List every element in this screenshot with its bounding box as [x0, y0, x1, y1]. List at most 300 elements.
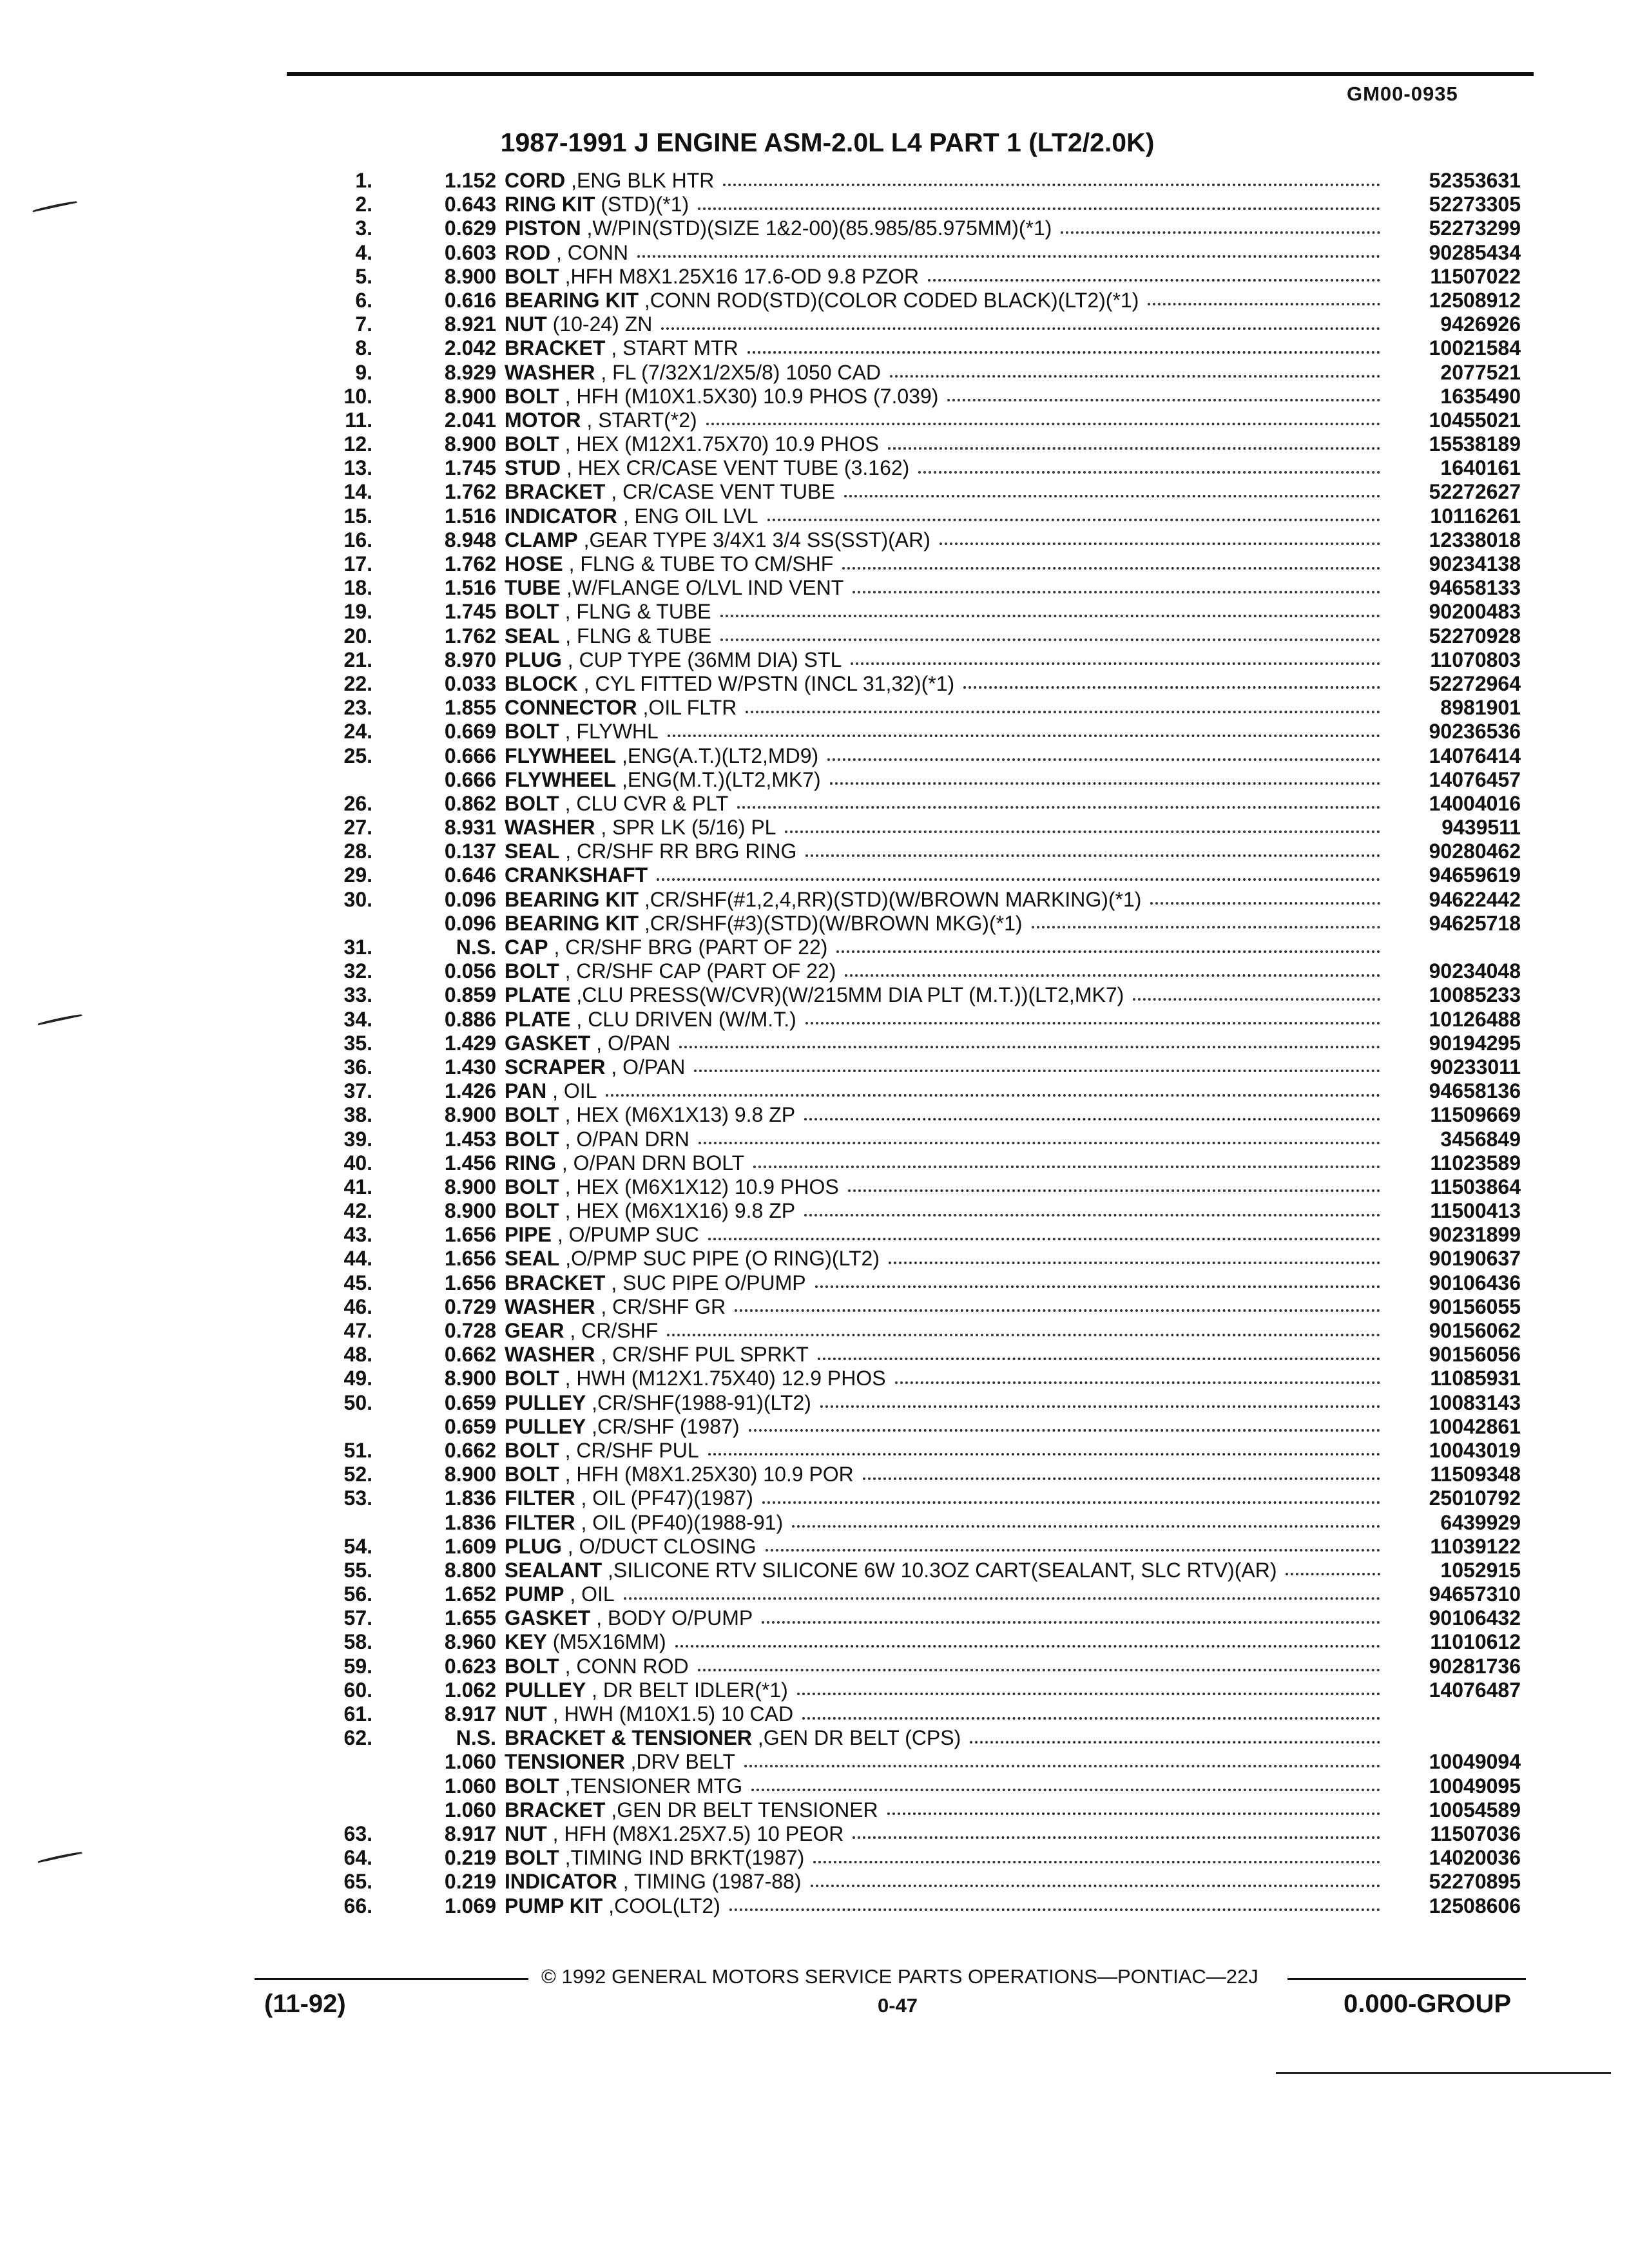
part-name: GASKET [505, 1606, 591, 1630]
group-code: 8.970 [444, 648, 496, 671]
part-name: BRACKET & TENSIONER [505, 1726, 753, 1750]
part-name: BLOCK [505, 671, 578, 695]
part-description [505, 1726, 1384, 1750]
group-code: 1.429 [444, 1031, 496, 1055]
part-description [505, 1128, 1384, 1151]
part-row [0, 1822, 1629, 1846]
part-number: 94622442 [1429, 887, 1521, 911]
group-code: 1.762 [444, 480, 496, 504]
item-number: 4. [355, 240, 372, 264]
dot-leader [811, 1885, 1380, 1887]
group-code: 0.629 [444, 216, 496, 240]
part-name: TUBE [505, 576, 561, 600]
part-description [505, 936, 1384, 959]
part-detail: (STD)(*1) [595, 193, 689, 216]
part-detail: ,W/PIN(STD)(SIZE 1&2-00)(85.985/85.975MM)(*1) [581, 216, 1052, 240]
part-name: PLUG [505, 648, 562, 671]
part-name: PUMP KIT [505, 1894, 603, 1917]
dot-leader [751, 1789, 1380, 1791]
dot-leader [845, 974, 1380, 977]
part-description [505, 1846, 1384, 1870]
group-code: 0.096 [444, 887, 496, 911]
part-number: 25010792 [1429, 1486, 1521, 1510]
part-detail: ,ENG BLK HTR [565, 169, 715, 192]
part-number: 1640161 [1440, 456, 1521, 480]
group-code: 1.656 [444, 1223, 496, 1247]
part-row [0, 1798, 1629, 1822]
item-number: 9. [355, 360, 372, 384]
part-row [0, 480, 1629, 504]
dot-leader [940, 543, 1380, 545]
dot-leader [675, 1645, 1380, 1648]
item-number: 30. [343, 887, 372, 911]
dot-leader [661, 327, 1380, 330]
part-description [505, 169, 1384, 193]
item-number: 21. [343, 648, 372, 671]
group-code: 0.056 [444, 959, 496, 983]
part-number: 10085233 [1429, 983, 1521, 1007]
group-code: 1.745 [444, 456, 496, 480]
part-detail: , HEX CR/CASE VENT TUBE (3.162) [561, 456, 910, 480]
part-name: KEY [505, 1630, 547, 1654]
group-code: 8.900 [444, 384, 496, 408]
part-number: 52270895 [1429, 1870, 1521, 1894]
part-number: 9439511 [1441, 816, 1521, 840]
part-number: 11070803 [1430, 648, 1521, 671]
part-row [0, 1223, 1629, 1247]
item-number: 36. [343, 1055, 372, 1079]
dot-leader [797, 1693, 1380, 1695]
dot-leader [827, 758, 1380, 761]
part-number: 94657310 [1429, 1582, 1521, 1606]
part-detail: , CR/SHF PUL SPRKT [595, 1343, 809, 1367]
part-description [505, 480, 1384, 504]
part-row [0, 1582, 1629, 1606]
part-detail: , CONN ROD [559, 1654, 689, 1678]
part-name: RING [505, 1151, 556, 1175]
dot-leader [785, 831, 1380, 833]
part-row [0, 1702, 1629, 1726]
group-code: 1.453 [444, 1127, 496, 1151]
item-number: 54. [343, 1534, 372, 1558]
group-code: 1.060 [444, 1750, 496, 1774]
part-description [505, 528, 1384, 552]
part-description [505, 456, 1384, 480]
part-number: 9426926 [1440, 312, 1521, 336]
part-row [0, 912, 1629, 936]
item-number: 63. [343, 1821, 372, 1845]
part-number: 11010612 [1430, 1630, 1521, 1654]
part-detail: , START MTR [605, 336, 738, 360]
part-row [0, 888, 1629, 912]
part-number: 10049095 [1429, 1774, 1521, 1798]
group-code: 2.041 [444, 408, 496, 432]
group-code: 0.033 [444, 671, 496, 695]
item-number: 16. [343, 528, 372, 552]
item-number: 45. [343, 1271, 372, 1294]
group-code: 1.656 [444, 1271, 496, 1294]
part-detail: , CYL FITTED W/PSTN (INCL 31,32)(*1) [577, 671, 955, 695]
part-detail: ,CR/SHF(#3)(STD)(W/BROWN MKG)(*1) [639, 911, 1023, 935]
part-name: SEALANT [505, 1558, 602, 1582]
part-description [505, 1702, 1384, 1726]
item-number: 7. [355, 312, 372, 336]
part-description [505, 265, 1384, 289]
part-row [0, 1175, 1629, 1199]
item-number: 32. [343, 959, 372, 983]
item-number: 23. [343, 696, 372, 720]
part-number: 10021584 [1429, 336, 1521, 360]
footer-rule-right [1287, 1978, 1526, 1980]
part-row [0, 1103, 1629, 1127]
part-description [505, 1630, 1384, 1654]
part-description [505, 600, 1384, 624]
part-name: TENSIONER [505, 1750, 625, 1774]
part-row [0, 456, 1629, 480]
part-number: 14076487 [1429, 1678, 1521, 1702]
part-number: 52273299 [1429, 216, 1521, 240]
item-number: 57. [343, 1606, 372, 1630]
group-code: 8.929 [444, 360, 496, 384]
part-description [505, 241, 1384, 265]
part-description [505, 768, 1384, 792]
group-code: 1.456 [444, 1151, 496, 1175]
part-number: 11503864 [1430, 1175, 1521, 1198]
part-row [0, 624, 1629, 648]
item-number: 12. [343, 432, 372, 456]
dot-leader [947, 399, 1380, 401]
part-detail: , CR/SHF RR BRG RING [559, 840, 797, 863]
part-description [505, 1582, 1384, 1606]
group-code: 1.060 [444, 1774, 496, 1798]
part-row [0, 1415, 1629, 1439]
group-code: 1.426 [444, 1079, 496, 1103]
item-number: 51. [343, 1438, 372, 1462]
part-number: 90200483 [1429, 600, 1521, 624]
group-code: N.S. [456, 1726, 496, 1750]
part-name: NUT [505, 1702, 547, 1725]
part-row [0, 576, 1629, 600]
dot-leader [698, 207, 1380, 210]
dot-leader [762, 1501, 1380, 1504]
part-row [0, 528, 1629, 552]
group-code: 8.900 [444, 1463, 496, 1486]
parts-list [0, 169, 1629, 1918]
part-name: CAP [505, 936, 548, 959]
part-row [0, 1295, 1629, 1319]
dot-leader [813, 1861, 1380, 1863]
dot-leader [735, 1309, 1380, 1312]
part-name: BEARING KIT [505, 288, 639, 312]
item-number: 18. [343, 576, 372, 600]
part-detail: ,GEN DR BELT (CPS) [752, 1726, 961, 1750]
part-name: BOLT [505, 1774, 559, 1798]
group-code: 0.666 [444, 767, 496, 791]
dot-leader [863, 1477, 1380, 1480]
part-detail: , OIL (PF40)(1988-91) [575, 1510, 784, 1534]
part-number: 8981901 [1440, 696, 1521, 720]
item-number: 17. [343, 552, 372, 575]
part-row [0, 241, 1629, 265]
dot-leader [830, 782, 1380, 785]
dot-leader [744, 1765, 1380, 1767]
dot-leader [720, 615, 1380, 617]
document-code: GM00-0935 [1347, 82, 1458, 105]
item-number: 56. [343, 1582, 372, 1606]
item-number: 19. [343, 600, 372, 624]
part-description [505, 1439, 1384, 1463]
part-description [505, 840, 1384, 863]
part-detail: , HWH (M10X1.5) 10 CAD [546, 1702, 794, 1725]
part-name: BOLT [505, 1367, 559, 1390]
group-code: N.S. [456, 936, 496, 959]
dot-leader [804, 1118, 1380, 1120]
item-number: 62. [343, 1726, 372, 1750]
part-number: 90106432 [1429, 1606, 1521, 1630]
part-name: GASKET [505, 1031, 591, 1055]
item-number: 6. [355, 288, 372, 312]
part-description [505, 576, 1384, 600]
item-number: 66. [343, 1894, 372, 1917]
dot-leader [668, 735, 1380, 737]
part-name: PLATE [505, 983, 571, 1007]
dot-leader [694, 1070, 1380, 1072]
part-name: BEARING KIT [505, 911, 639, 935]
part-description [505, 1511, 1384, 1535]
dot-leader [679, 1046, 1380, 1048]
part-description [505, 1223, 1384, 1247]
part-number: 90234048 [1429, 959, 1521, 983]
part-row [0, 1032, 1629, 1055]
part-detail: , FL (7/32X1/2X5/8) 1050 CAD [595, 360, 881, 384]
part-detail: , FLNG & TUBE [559, 600, 711, 624]
item-number: 3. [355, 216, 372, 240]
dot-leader [698, 1669, 1380, 1671]
part-number: 90156062 [1429, 1319, 1521, 1342]
item-number: 43. [343, 1223, 372, 1247]
group-code: 8.900 [444, 432, 496, 456]
part-name: BRACKET [505, 336, 606, 360]
group-code: 0.219 [444, 1846, 496, 1870]
item-number: 40. [343, 1151, 372, 1175]
group-code: 8.900 [444, 1199, 496, 1223]
dot-leader [729, 1908, 1380, 1911]
part-number: 10126488 [1429, 1007, 1521, 1031]
part-number: 94658133 [1429, 576, 1521, 600]
part-row [0, 1535, 1629, 1559]
part-name: ROD [505, 240, 551, 264]
part-detail: , HEX (M6X1X13) 9.8 ZP [559, 1103, 796, 1127]
part-detail: , FLNG & TUBE TO CM/SHF [563, 552, 834, 575]
part-name: NUT [505, 312, 547, 336]
part-description [505, 1295, 1384, 1319]
part-description [505, 385, 1384, 408]
part-name: BOLT [505, 264, 559, 288]
item-number: 52. [343, 1463, 372, 1486]
part-row [0, 1079, 1629, 1103]
item-number: 29. [343, 863, 372, 887]
group-code: 0.096 [444, 911, 496, 935]
dot-leader [749, 1429, 1380, 1432]
part-name: BOLT [505, 432, 559, 456]
top-rule [287, 72, 1534, 76]
part-row [0, 552, 1629, 576]
item-number: 10. [343, 384, 372, 408]
part-description [505, 216, 1384, 240]
item-number: 27. [343, 816, 372, 840]
item-number: 50. [343, 1390, 372, 1414]
dot-leader [606, 1094, 1380, 1097]
group-code: 1.152 [444, 169, 496, 192]
item-number: 41. [343, 1175, 372, 1198]
group-code: 0.659 [444, 1390, 496, 1414]
part-detail: ,O/PMP SUC PIPE (O RING)(LT2) [559, 1247, 880, 1271]
part-description [505, 336, 1384, 360]
part-row [0, 1391, 1629, 1415]
part-description [505, 1343, 1384, 1367]
part-name: PULLEY [505, 1390, 586, 1414]
part-detail: , HEX (M6X1X16) 9.8 ZP [559, 1199, 796, 1223]
item-number: 60. [343, 1678, 372, 1702]
part-description [505, 720, 1384, 744]
part-row [0, 1606, 1629, 1630]
part-name: SEAL [505, 840, 560, 863]
part-name: BOLT [505, 1438, 559, 1462]
group-code: 0.616 [444, 288, 496, 312]
group-code: 0.729 [444, 1294, 496, 1318]
part-number: 12508606 [1429, 1894, 1521, 1917]
item-number: 15. [343, 504, 372, 528]
part-detail: ,TENSIONER MTG [559, 1774, 743, 1798]
group-code: 1.855 [444, 696, 496, 720]
part-row [0, 432, 1629, 456]
dot-leader [818, 1358, 1380, 1360]
part-number: 11509669 [1430, 1103, 1521, 1127]
dot-leader [887, 1812, 1380, 1815]
group-code: 1.762 [444, 552, 496, 575]
page-title: 1987-1991 J ENGINE ASM-2.0L L4 PART 1 (LT2/2.0K) [500, 128, 1155, 157]
part-number: 90234138 [1429, 552, 1521, 575]
dot-leader [708, 1238, 1380, 1240]
part-number: 94659619 [1429, 863, 1521, 887]
part-description [505, 1055, 1384, 1079]
group-code: 2.042 [444, 336, 496, 360]
part-name: INDICATOR [505, 1870, 617, 1894]
part-row [0, 1151, 1629, 1175]
part-row [0, 1559, 1629, 1582]
part-name: CLAMP [505, 528, 578, 552]
part-description [505, 1319, 1384, 1343]
copyright-notice: © 1992 GENERAL MOTORS SERVICE PARTS OPERATIONS—PONTIAC—22J [541, 1965, 1258, 1988]
group-code: 0.666 [444, 744, 496, 767]
group-code: 1.516 [444, 504, 496, 528]
dot-leader [1286, 1573, 1380, 1575]
part-detail: , CR/SHF GR [595, 1294, 726, 1318]
part-description [505, 816, 1384, 840]
part-number: 10116261 [1430, 504, 1521, 528]
part-detail: ,CR/SHF(1988-91)(LT2) [586, 1390, 811, 1414]
part-name: SEAL [505, 1247, 560, 1271]
dot-leader [1032, 926, 1380, 928]
part-name: PUMP [505, 1582, 564, 1606]
part-detail: , CR/SHF [564, 1319, 659, 1342]
part-number: 90106436 [1429, 1271, 1521, 1294]
dot-leader [805, 1022, 1380, 1024]
group-code: 1.609 [444, 1534, 496, 1558]
part-detail: , CUP TYPE (36MM DIA) STL [561, 648, 842, 671]
part-description [505, 624, 1384, 648]
part-name: GEAR [505, 1319, 564, 1342]
part-row [0, 361, 1629, 385]
part-detail: , SUC PIPE O/PUMP [605, 1271, 806, 1294]
part-number: 11509348 [1430, 1463, 1521, 1486]
item-number: 39. [343, 1127, 372, 1151]
part-number: 10455021 [1429, 408, 1521, 432]
dot-leader [746, 711, 1380, 713]
part-row [0, 1846, 1629, 1870]
part-detail: ,CONN ROD(STD)(COLOR CODED BLACK)(LT2)(*1) [639, 288, 1139, 312]
dot-leader [720, 639, 1380, 641]
group-code: 0.603 [444, 240, 496, 264]
part-row [0, 385, 1629, 408]
item-number: 25. [343, 744, 372, 767]
group-code: 1.060 [444, 1798, 496, 1821]
dot-leader [970, 1741, 1380, 1744]
part-row [0, 265, 1629, 289]
part-number: 90231899 [1429, 1223, 1521, 1247]
part-name: RING KIT [505, 193, 595, 216]
part-description [505, 1822, 1384, 1846]
dot-leader [918, 471, 1380, 474]
item-number: 20. [343, 624, 372, 648]
dot-leader [844, 495, 1380, 497]
part-row [0, 1128, 1629, 1151]
group-code: 0.137 [444, 840, 496, 863]
group-code: 8.800 [444, 1558, 496, 1582]
dot-leader [747, 351, 1380, 354]
dot-leader [1150, 902, 1380, 905]
item-number: 59. [343, 1654, 372, 1678]
part-detail: , CR/SHF BRG (PART OF 22) [548, 936, 828, 959]
group-code: 1.656 [444, 1247, 496, 1271]
dot-leader [1148, 303, 1380, 305]
part-number: 14020036 [1429, 1846, 1521, 1870]
dot-leader [820, 1405, 1380, 1408]
part-description [505, 1678, 1384, 1702]
part-description [505, 959, 1384, 983]
dot-leader [706, 423, 1380, 425]
item-number: 2. [355, 193, 372, 216]
part-row [0, 1319, 1629, 1343]
part-detail: , O/DUCT CLOSING [561, 1534, 757, 1558]
part-name: WASHER [505, 816, 595, 840]
part-name: FILTER [505, 1510, 575, 1534]
part-description [505, 432, 1384, 456]
part-row [0, 816, 1629, 840]
group-code: 0.662 [444, 1438, 496, 1462]
part-description [505, 1103, 1384, 1127]
part-row [0, 863, 1629, 887]
part-description [505, 983, 1384, 1007]
item-number: 28. [343, 840, 372, 863]
item-number: 46. [343, 1294, 372, 1318]
footer-rule-left [255, 1978, 528, 1980]
part-name: PULLEY [505, 1678, 586, 1702]
part-name: BOLT [505, 720, 559, 744]
part-detail: , CLU DRIVEN (W/M.T.) [570, 1007, 796, 1031]
dot-leader [805, 854, 1380, 857]
item-number: 22. [343, 671, 372, 695]
